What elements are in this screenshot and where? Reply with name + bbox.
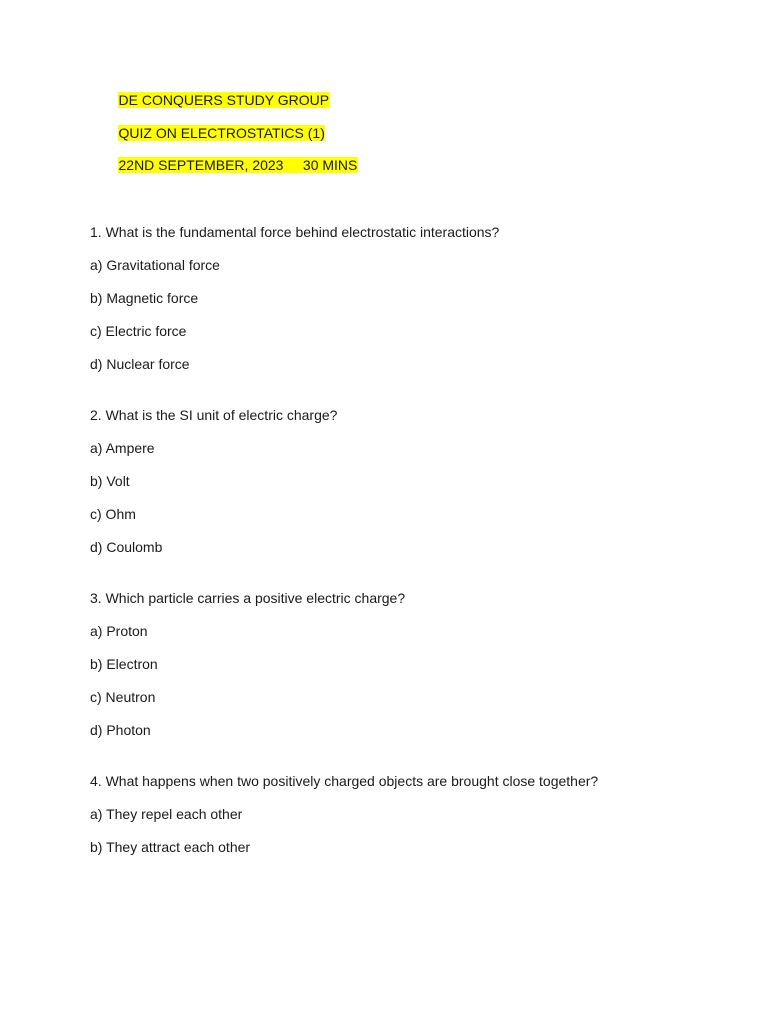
question-3 — [90, 589, 598, 740]
question-1 — [90, 223, 598, 374]
question-4 — [90, 772, 598, 857]
document-header — [118, 91, 358, 189]
question-list — [90, 223, 598, 889]
option-a: a) Gravitational force — [90, 257, 220, 273]
question-text: 2. What is the SI unit of electric charge? — [90, 407, 338, 423]
option-a: a) Proton — [90, 623, 148, 639]
quiz-title: QUIZ ON ELECTROSTATICS (1) — [118, 124, 325, 141]
study-group-name: DE CONQUERS STUDY GROUP — [118, 92, 330, 108]
option-d: d) Nuclear force — [90, 356, 190, 372]
option-b: b) They attract each other — [90, 839, 251, 855]
study-group-line — [118, 91, 358, 110]
question-2 — [90, 406, 598, 557]
option-b: b) Electron — [90, 656, 158, 672]
option-b: b) Volt — [90, 473, 130, 489]
quiz-date-duration: 22ND SEPTEMBER, 2023 30 MINS — [118, 157, 358, 173]
question-text: 4. What happens when two positively charged objects are brought close together? — [90, 773, 599, 789]
question-text: 3. Which particle carries a positive electric charge? — [90, 590, 406, 606]
option-c: c) Neutron — [90, 689, 156, 705]
option-c: c) Ohm — [90, 506, 136, 522]
option-a: a) They repel each other — [90, 806, 243, 822]
quiz-title-line — [118, 124, 358, 143]
option-a: a) Ampere — [90, 440, 155, 456]
option-d: d) Coulomb — [90, 539, 163, 555]
date-duration-line — [118, 156, 358, 175]
question-text: 1. What is the fundamental force behind electrostatic interactions? — [90, 224, 500, 240]
option-c: c) Electric force — [90, 323, 187, 339]
option-b: b) Magnetic force — [90, 290, 199, 306]
option-d: d) Photon — [90, 722, 151, 738]
